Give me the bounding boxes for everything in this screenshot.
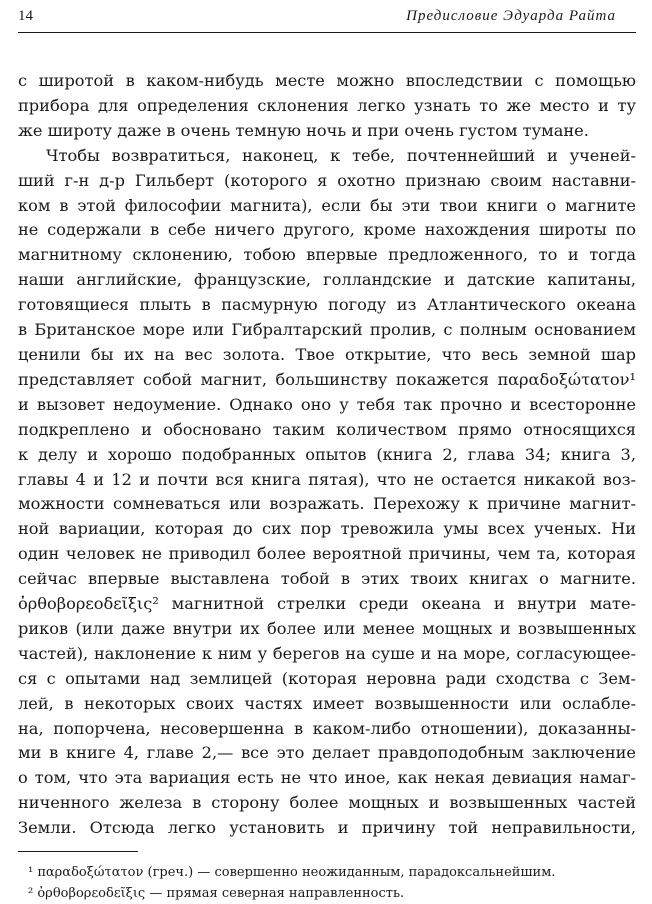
text-line: и вызовет недоумение. Однако оно у тебя так прочно и всесторонне <box>18 394 636 414</box>
running-title: Предисловие Эдуарда Райта <box>406 8 616 24</box>
footnotes <box>18 862 636 904</box>
text-line: подкреплено и обосновано таким количеством прямо относящихся <box>18 419 636 439</box>
text-line: на, попорчена, несовершенна в каком-либо отношении), доказанны- <box>18 718 636 738</box>
text-line: ной вариации, которая до сих пор тревожила умы всех ученых. Ни <box>18 519 636 539</box>
text-line: один человек не приводил более вероятной причины, чем та, которая <box>18 544 636 564</box>
footnote-1: ¹ παραδοξώτατον (греч.) — совершенно неожиданным, парадоксальнейшим. <box>28 865 556 881</box>
footnote-2: ² ὀρθοβορεοδεῖξις — прямая северная направленность. <box>28 886 405 902</box>
text-line: же широту даже в очень темную ночь и при очень густом тумане. <box>18 120 589 140</box>
text-line: ниченного железа в сторону более мощных и возвышенных частей <box>18 793 636 813</box>
text-line: ком в этой философии магнита), если бы эти твои книги о магните <box>18 195 636 215</box>
text-line: представляет собой магнит, большинству покажется παραδοξώτατον¹ <box>18 369 636 389</box>
text-line: о том, что эта вариация есть не что иное, как некая девиация намаг- <box>18 768 636 788</box>
text-line: магнитному склонению, тобою впервые предложенного, то и тогда <box>18 245 636 265</box>
text-line: в Британское море или Гибралтарский пролив, с полным основанием <box>18 320 636 340</box>
page-number: 14 <box>18 8 33 24</box>
page-header <box>18 6 636 33</box>
text-line: сейчас впервые выставлена тобой в этих твоих книгах о магните. <box>18 569 636 589</box>
text-line: Земли. Отсюда легко установить и причину той неправильности, <box>18 818 636 838</box>
text-line: не содержали в себе ничего другого, кроме нахождения широты по <box>18 220 636 240</box>
text-line: ший г-н д-р Гильберт (которого я охотно признаю своим наставни- <box>18 170 636 190</box>
text-line: прибора для определения склонения легко узнать то же место и ту <box>18 95 636 115</box>
text-line: риков (или даже внутри их более или менее мощных и возвышенных <box>18 618 636 638</box>
text-line: готовящиеся плыть в пасмурную погоду из Атлантического океана <box>18 295 636 315</box>
footnote-rule <box>18 851 138 852</box>
text-line: лей, в некоторых своих частях имеет возвышенности или ослабле- <box>18 693 636 713</box>
text-line: с широтой в каком-нибудь месте можно впоследствии с помощью <box>18 71 636 90</box>
body-text <box>18 69 636 841</box>
text-line: ся с опытами над землицей (которая неровна ради сходства с Зем- <box>18 668 636 688</box>
text-line: наши английские, французские, голландские и датские капитаны, <box>18 270 636 290</box>
text-line: главы 4 и 12 и почти вся книга пятая), что не остается никакой воз- <box>18 469 636 489</box>
text-line: к делу и хорошо подобранных опытов (книга 2, глава 34; книга 3, <box>18 444 636 464</box>
book-page <box>18 6 636 902</box>
text-line: ὀρθοβορεοδεῖξις² магнитной стрелки среди океана и внутри мате- <box>18 594 636 614</box>
text-line: частей), наклонение к ним у берегов на суше и на море, согласующее- <box>18 643 636 663</box>
text-line: можности сомневаться или возражать. Перехожу к причине магнит- <box>18 494 636 514</box>
text-line: ми в книге 4, главе 2,— все это делает правдоподобным заключение <box>18 743 636 763</box>
text-line: ценили бы их на вес золота. Твое открытие, что весь земной шар <box>18 344 636 364</box>
text-line: Чтобы возвратиться, наконец, к тебе, почтеннейший и ученей- <box>46 145 636 165</box>
